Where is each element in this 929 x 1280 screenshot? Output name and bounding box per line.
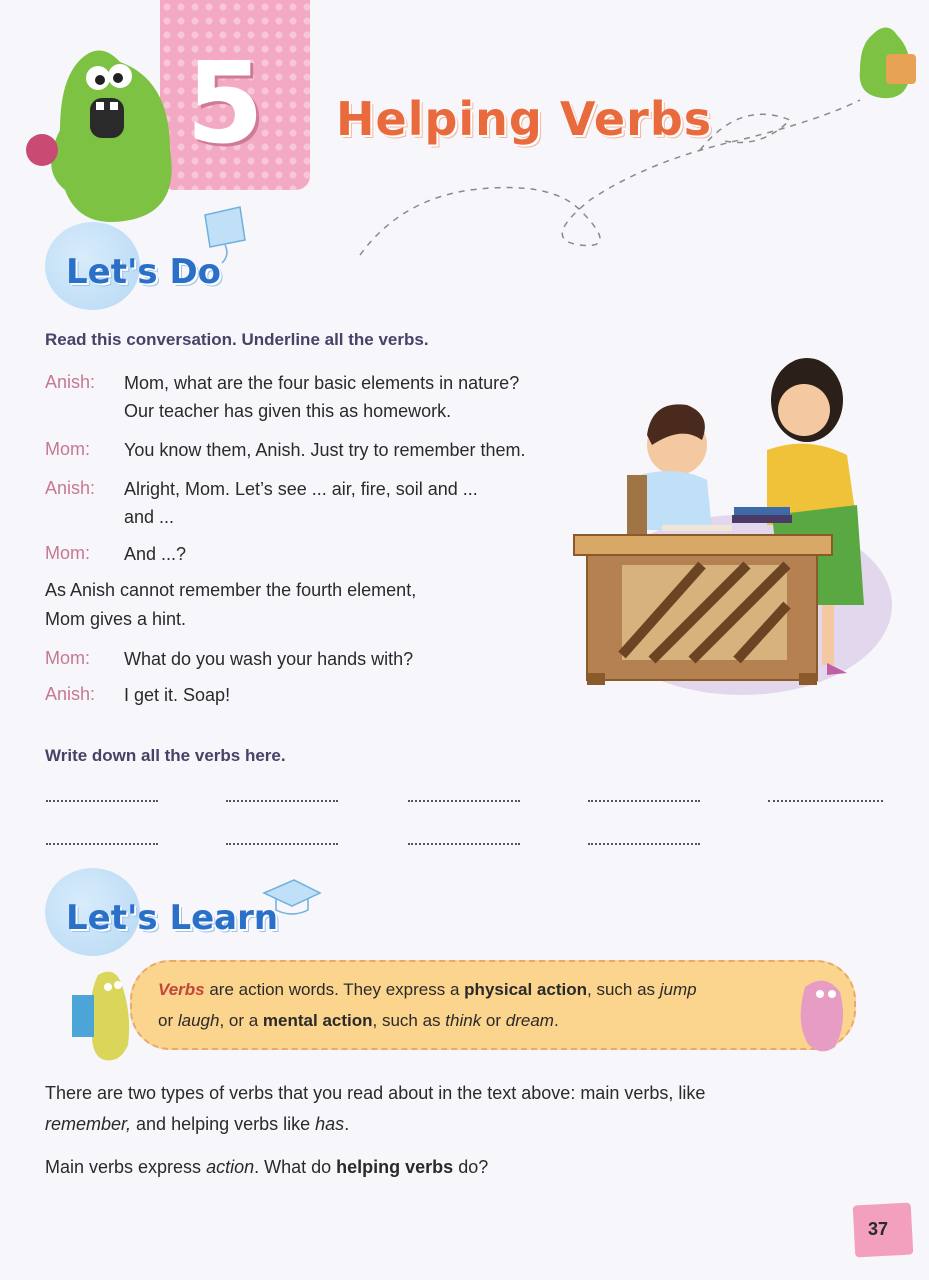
dialogue-line: I get it. Soap! <box>124 685 231 705</box>
answer-blank[interactable] <box>408 800 520 802</box>
dialogue-line: And ...? <box>124 544 187 564</box>
note-text-part: , such as <box>372 1011 446 1030</box>
page-number: 37 <box>868 1219 889 1239</box>
paragraph-text: There are two types of verbs that you read about in the text above: main verbs, like <box>45 1083 706 1103</box>
example-jump: jump <box>659 980 697 999</box>
write-verbs-instruction: Write down all the verbs here. <box>45 746 286 765</box>
answer-blank[interactable] <box>588 800 700 802</box>
answer-blank[interactable] <box>226 800 338 802</box>
mental-action-term: mental action <box>262 1011 373 1030</box>
example-dream: dream <box>505 1011 554 1030</box>
dialogue-line: Alright, Mom. Let’s see ... air, fire, soil and ... <box>124 479 478 499</box>
paragraph-text: do? <box>453 1157 489 1177</box>
example-laugh: laugh <box>177 1011 220 1030</box>
narration-line: As Anish cannot remember the fourth element, <box>45 580 417 600</box>
mother-and-son-illustration <box>572 355 894 700</box>
helping-verbs-question <box>45 1152 875 1183</box>
speaker-label: Anish: <box>45 684 96 704</box>
chapter-title: Helping Verbs <box>336 92 713 146</box>
paragraph-text: . <box>344 1114 350 1134</box>
note-text-part: . <box>553 1011 559 1030</box>
verbs-definition-text <box>158 974 808 1036</box>
answer-blank[interactable] <box>588 843 700 845</box>
dialogue-line: You know them, Anish. Just try to remember them. <box>124 440 526 460</box>
paragraph-text: . What do <box>254 1157 337 1177</box>
dialogue-line: Our teacher has given this as homework. <box>124 401 452 421</box>
green-monster-illustration <box>20 40 190 230</box>
speaker-label: Anish: <box>45 372 96 392</box>
verbs-term: Verbs <box>158 980 205 999</box>
note-text-part: , or a <box>219 1011 263 1030</box>
narration-line: Mom gives a hint. <box>45 609 187 629</box>
paragraph-text: Main verbs express <box>45 1157 207 1177</box>
helping-verbs-term: helping verbs <box>336 1157 454 1177</box>
example-remember: remember, <box>45 1114 132 1134</box>
lets-learn-heading: Let's Learn <box>66 898 279 938</box>
dialogue-line: Mom, what are the four basic elements in nature? <box>124 373 520 393</box>
answer-blank[interactable] <box>226 843 338 845</box>
dialogue-line: and ... <box>124 507 175 527</box>
speaker-label: Mom: <box>45 648 90 668</box>
physical-action-term: physical action <box>464 980 587 999</box>
chapter-number: 5 <box>186 39 264 169</box>
answer-blank[interactable] <box>768 800 883 802</box>
speaker-label: Mom: <box>45 439 90 459</box>
answer-blank[interactable] <box>408 843 520 845</box>
example-think: think <box>445 1011 482 1030</box>
verb-types-paragraph <box>45 1078 875 1140</box>
note-text-part: , such as <box>587 980 660 999</box>
yellow-monster-illustration <box>70 965 140 1065</box>
paragraph-text: and helping verbs like <box>131 1114 316 1134</box>
note-text-part: or <box>158 1011 178 1030</box>
example-has: has <box>315 1114 345 1134</box>
action-term: action <box>206 1157 255 1177</box>
speaker-label: Anish: <box>45 478 96 498</box>
lets-do-heading: Let's Do <box>66 252 222 292</box>
conversation-instruction: Read this conversation. Underline all the verbs. <box>45 330 429 349</box>
note-text-part: or <box>481 1011 506 1030</box>
speaker-label: Mom: <box>45 543 90 563</box>
answer-blank[interactable] <box>46 800 158 802</box>
dialogue-line: What do you wash your hands with? <box>124 649 414 669</box>
answer-blank[interactable] <box>46 843 158 845</box>
note-text-part: are action words. They express a <box>204 980 465 999</box>
